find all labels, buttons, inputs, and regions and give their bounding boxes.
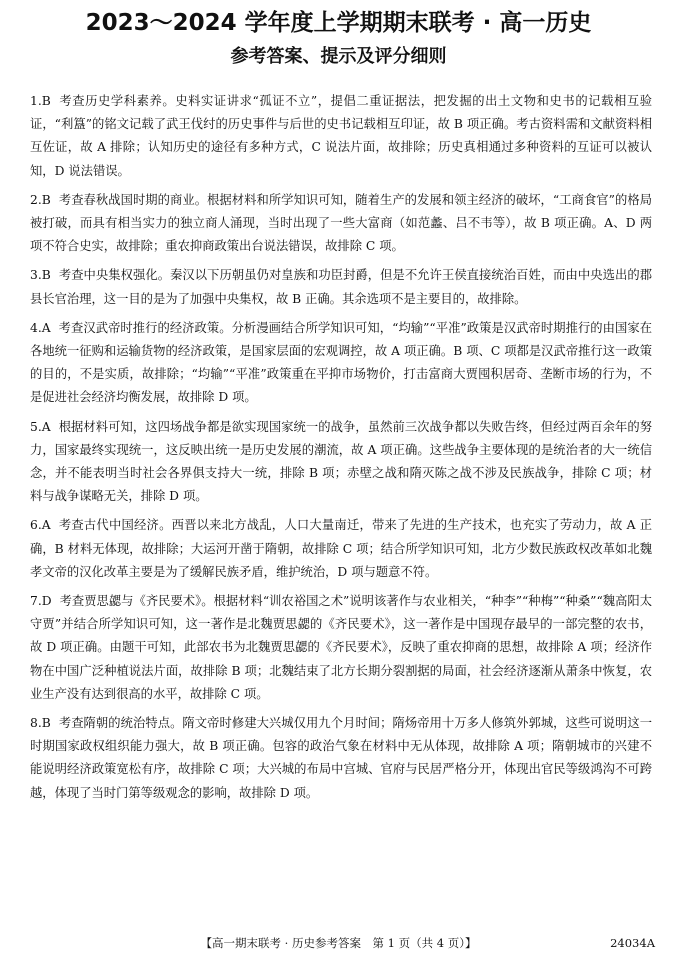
answer-item [30,712,652,805]
item-number: 5. [30,419,42,434]
answer-item [30,416,652,509]
answer-item [30,590,652,706]
answer-item [30,189,652,259]
paper-code: 24034A [610,936,655,950]
item-answer: A [41,518,51,533]
page-title: 2023～2024 学年度上学期期末联考 · 高一历史 [85,10,592,36]
answer-list [30,90,652,811]
item-answer: A [41,320,51,335]
item-explanation: 考查汉武帝时推行的经济政策。分析漫画结合所学知识可知，“均输”“平准”政策是汉武帝时期推行的由国家在各地统一征购和运输货物的经济政策，是国家层面的宏观调控，故 A 项正确。B 项、C 项都是汉武帝推行这一政策的目的，不是实质，故排除；“均输”“平准”政策重在平抑市场物价，打击富商大贾囤积居奇、垄断市场的行为，不是促进社会经济均衡发展，故排除 D 项。 [30,320,652,405]
item-answer: B [41,94,51,108]
item-explanation: 考查古代中国经济。西晋以来北方战乱，人口大量南迁，带来了先进的生产技术，也充实了劳动力，故 A 正确，B 材料无体现，故排除；大运河开凿于隋朝，故排除 C 项；结合所学知识可知，北方少数民族政权改革如北魏孝文帝的汉化改革主要是为了缓解民族矛盾，维护统治，D 项与题意不符。 [30,518,652,579]
page-footer: 【高一期末联考 · 历史参考答案 第 1 页（共 4 页）】 [200,936,477,950]
answer-item [30,264,652,310]
item-explanation: 考查贾思勰与《齐民要术》。根据材料“训农裕国之术”说明该著作与农业相关，“种李”“种梅”“种桑”“魏高阳太守贾”并结合所学知识可知，这一著作是北魏贾思勰的《齐民要术》，这一著作是中国现存最早的一部完整的农书，故 D 项正确。由题干可知，此部农书为北魏贾思勰的《齐民要术》，反映了重农抑商的思想，故排除 A 项；经济作物在中国广泛种植说法片面，故排除 B 项；北魏结束了北方长期分裂割据的局面，社会经济逐渐从萧条中恢复，农业生产没有达到很高的水平，故排除 C 项。 [30,594,652,701]
item-number: 7. [30,594,42,609]
answer-item [30,317,652,410]
item-explanation: 根据材料可知，这四场战争都是欲实现国家统一的战争，虽然前三次战争都以失败告终，但经过两百余年的努力，国家最终实现统一，这反映出统一是历史发展的潮流，故 A 项正确。这些战争主要体现的是统治者的大一统信念，并不能表明当时社会各界俱支持大一统，排除 B 项；赤壁之战和隋灭陈之战不涉及民族战争，排除 C 项；材料与战争谋略无关，排除 D 项。 [30,419,652,504]
item-answer: D [41,594,52,609]
item-number: 2. [30,192,42,207]
page-subtitle: 参考答案、提示及评分细则 [230,46,447,67]
item-answer: B [41,192,51,207]
item-explanation: 考查中央集权强化。秦汉以下历朝虽仍对皇族和功臣封爵，但是不允许王侯直接统治百姓，而由中央选出的郡县长官治理，这一目的是为了加强中央集权，故 B 正确。其余选项不是主要目的，故排除。 [30,268,652,306]
item-number: 8. [30,716,42,731]
item-number: 6. [30,518,42,533]
item-number: 1. [30,94,42,108]
item-answer: A [41,419,51,434]
item-answer: B [41,716,51,731]
item-explanation: 考查隋朝的统治特点。隋文帝时修建大兴城仅用九个月时间；隋炀帝用十万多人修筑外郭城，这些可说明这一时期国家政权组织能力强大，故 B 项正确。包容的政治气象在材料中无从体现，故排除 A 项；隋朝城市的兴建不能说明经济政策宽松有序，故排除 C 项；大兴城的布局中宫城、官府与民居严格分开，体现出官民等级鸿沟不可跨越，体现了当时门第等级观念的影响，故排除 D 项。 [30,716,652,800]
item-answer: B [41,268,51,283]
item-number: 3. [30,268,42,283]
item-number: 4. [30,320,42,335]
item-explanation: 考查春秋战国时期的商业。根据材料和所学知识可知，随着生产的发展和领主经济的破坏，“工商食官”的格局被打破，而具有相当实力的独立商人涌现，当时出现了一些大富商（如范蠡、吕不韦等），故 B 项正确。A、D 两项不符合史实，故排除；重农抑商政策出台说法错误，故排除 C 项。 [30,192,652,254]
answer-item [30,514,652,584]
item-explanation: 考查历史学科素养。史料实证讲求“孤证不立”，提倡二重证据法，把发掘的出土文物和史书的记载相互验证，“利簋”的铭文记载了武王伐纣的历史事件与后世的史书记载相互印证，故 B 项正确。考古资料需和文献资料相互佐证，故 A 排除；认知历史的途径有多种方式，C 说法片面，故排除；历史真相通过多种资料的互证可以被认知，D 说法错误。 [30,94,652,178]
answer-item [30,90,652,183]
